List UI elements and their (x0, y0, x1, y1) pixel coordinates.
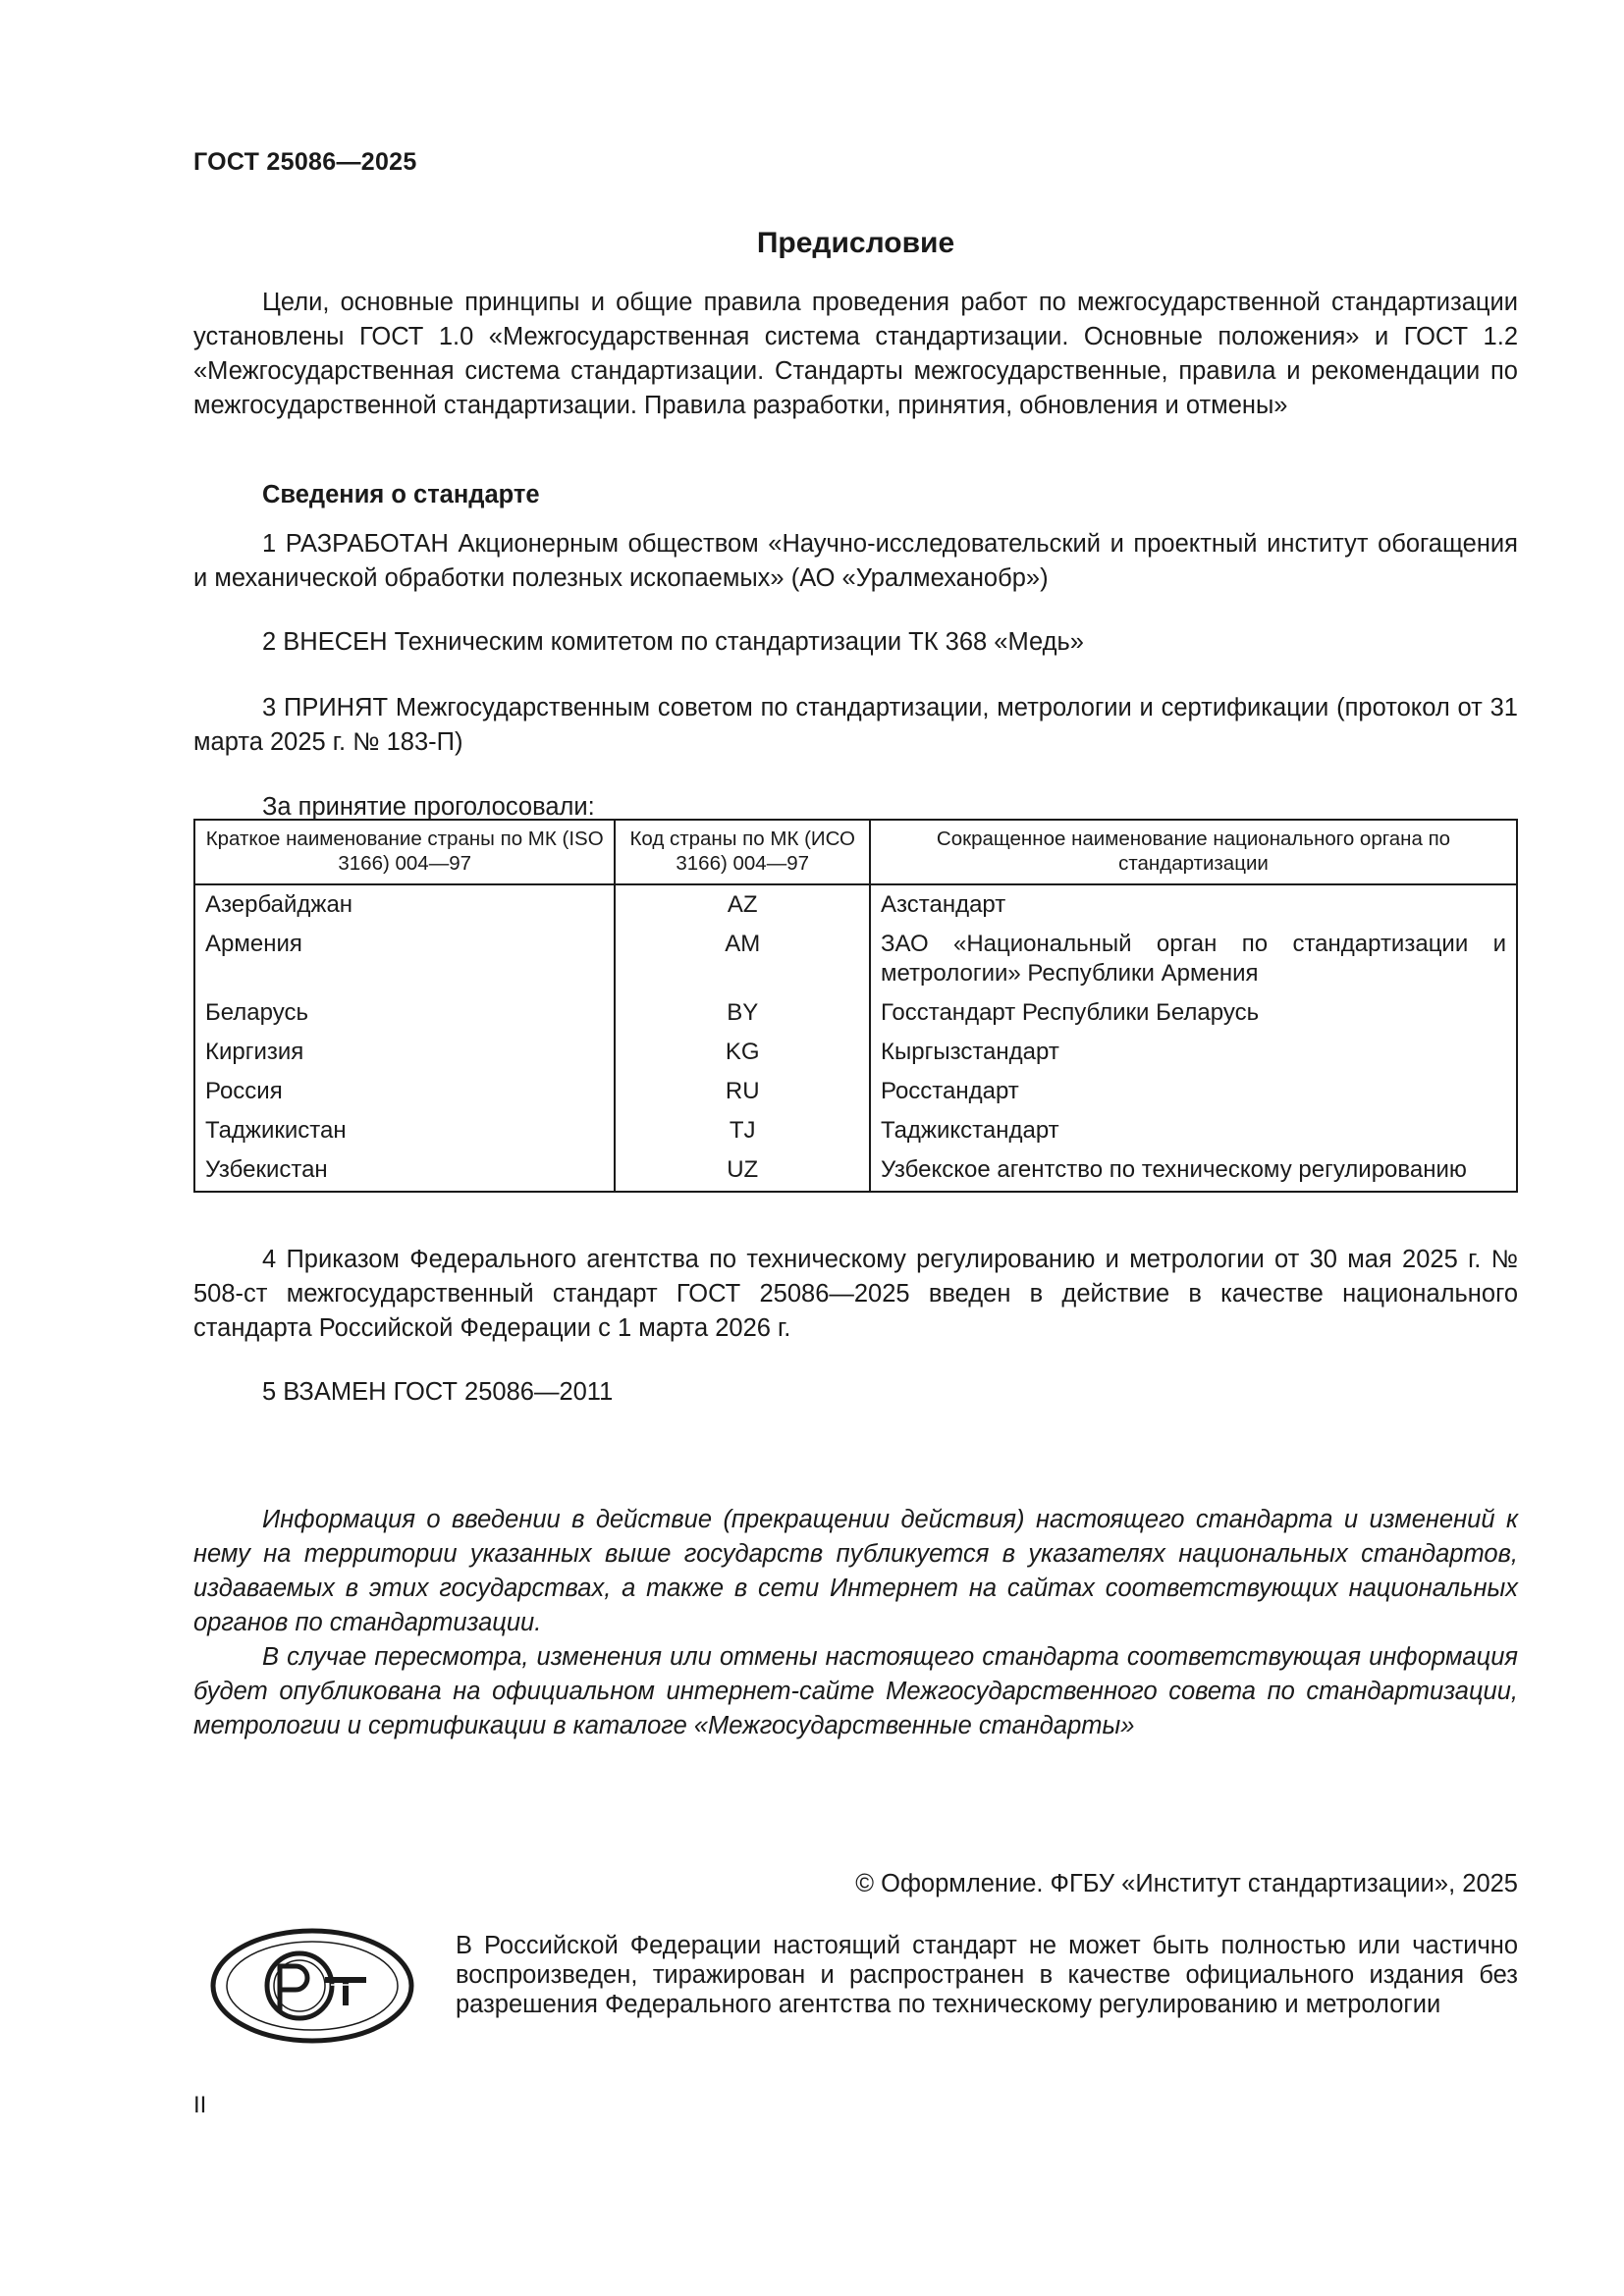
copyright-line: © Оформление. ФГБУ «Институт стандартизации», 2025 (855, 1870, 1518, 1897)
organization-cell: ЗАО «Национальный орган по стандартизации и метрологии» Республики Армения (870, 925, 1517, 993)
item-replaces: 5 ВЗАМЕН ГОСТ 25086—2011 (262, 1378, 614, 1406)
table-row (194, 925, 1517, 993)
table-row (194, 993, 1517, 1033)
states-table (193, 819, 1518, 1193)
code-cell: AZ (615, 884, 870, 925)
item-submitted: 2 ВНЕСЕН Техническим комитетом по стандартизации ТК 368 «Медь» (262, 628, 1084, 656)
intro-paragraph: Цели, основные принципы и общие правила проведения работ по межгосударственной стандартизации установлены ГОСТ 1.0 «Межгосударственная система стандартизации. Основные положения» и ГОСТ 1.2 «Межгосударственная система стандартизации. Стандарты межгосударственные, правила и рекомендации по межгосударственной стандартизации. Правила разработки, принятия, обновления и отмены» (193, 289, 1518, 419)
header-code: Код страны по МК (ИСО 3166) 004—97 (615, 820, 870, 884)
table-row (194, 1111, 1517, 1150)
document-header: ГОСТ 25086—2025 (193, 148, 417, 176)
table-header-row (194, 820, 1517, 884)
country-cell: Азербайджан (194, 884, 615, 925)
item-enacted: 4 Приказом Федерального агентства по техническому регулированию и метрологии от 30 мая 2025 г. № 508-ст межгосударственный стандарт ГОСТ 25086—2025 введен в действие в качестве национального стандарта Российской Федерации с 1 марта 2026 г. (193, 1246, 1518, 1342)
table-row (194, 1033, 1517, 1072)
country-cell: Беларусь (194, 993, 615, 1033)
table-row (194, 1150, 1517, 1192)
country-cell: Армения (194, 925, 615, 993)
organization-cell: Таджикстандарт (870, 1111, 1517, 1150)
code-cell: RU (615, 1072, 870, 1111)
code-cell: KG (615, 1033, 870, 1072)
voted-label: За принятие проголосовали: (262, 793, 595, 821)
organization-cell: Госстандарт Республики Беларусь (870, 993, 1517, 1033)
organization-cell: Узбекское агентство по техническому регулированию (870, 1150, 1517, 1192)
code-cell: TJ (615, 1111, 870, 1150)
country-cell: Россия (194, 1072, 615, 1111)
item-developed: 1 РАЗРАБОТАН Акционерным обществом «Научно-исследовательский и проектный институт обогащения и механической обработки полезных ископаемых» (АО «Уралмеханобр») (193, 530, 1518, 592)
reproduction-notice: В Российской Федерации настоящий стандарт не может быть полностью или частично воспроизведен, тиражирован и распространен в качестве официального издания без разрешения Федерального агентства по техническому регулированию и метрологии (456, 1932, 1518, 2018)
organization-cell: Азстандарт (870, 884, 1517, 925)
country-cell: Киргизия (194, 1033, 615, 1072)
info-heading: Сведения о стандарте (262, 481, 540, 508)
info-note-revision: В случае пересмотра, изменения или отмены настоящего стандарта соответствующая информация будет опубликована на официальном интернет-сайте Межгосударственного совета по стандартизации, метрологии и сертификации в каталоге «Межгосударственные стандарты» (193, 1643, 1518, 1739)
page-number: II (193, 2092, 207, 2118)
country-cell: Узбекистан (194, 1150, 615, 1192)
country-cell: Таджикистан (194, 1111, 615, 1150)
organization-cell: Росстандарт (870, 1072, 1517, 1111)
header-organization: Сокращенное наименование национального органа по стандартизации (870, 820, 1517, 884)
table-row (194, 884, 1517, 925)
item-adopted: 3 ПРИНЯТ Межгосударственным советом по стандартизации, метрологии и сертификации (протокол от 31 марта 2025 г. № 183-П) (193, 694, 1518, 756)
code-cell: BY (615, 993, 870, 1033)
info-note-publication: Информация о введении в действие (прекращении действия) настоящего стандарта и изменений к нему на территории указанных выше государств публикуется в указателях национальных стандартов, издаваемых в этих государствах, а также в сети Интернет на сайтах соответствующих национальных органов по стандартизации. (193, 1506, 1518, 1636)
section-title: Предисловие (756, 227, 955, 259)
organization-cell: Кыргызстандарт (870, 1033, 1517, 1072)
code-cell: UZ (615, 1150, 870, 1192)
table-row (194, 1072, 1517, 1111)
code-cell: AM (615, 925, 870, 993)
pst-mark-icon (209, 1927, 415, 2050)
header-country: Краткое наименование страны по МК (ISO 3166) 004—97 (194, 820, 615, 884)
